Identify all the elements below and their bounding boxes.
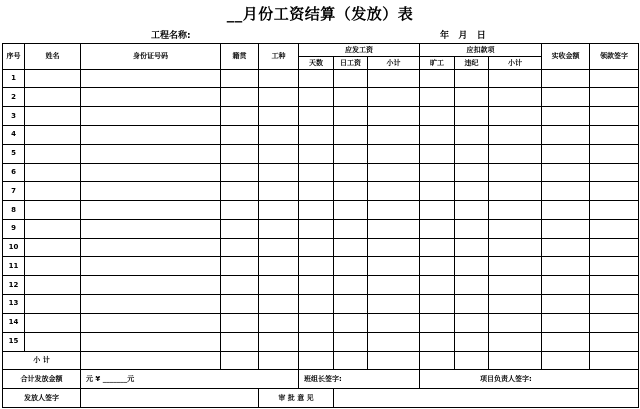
table-cell[interactable] bbox=[299, 276, 334, 295]
total-amount-label: 合计发放金额 bbox=[3, 370, 81, 389]
table-cell[interactable] bbox=[299, 88, 334, 107]
table-cell[interactable] bbox=[334, 332, 368, 351]
table-cell[interactable] bbox=[221, 201, 259, 220]
table-cell[interactable] bbox=[334, 182, 368, 201]
table-row bbox=[3, 69, 639, 88]
table-cell[interactable] bbox=[455, 126, 489, 145]
table-cell[interactable] bbox=[368, 144, 420, 163]
table-cell[interactable] bbox=[542, 257, 590, 276]
table-row bbox=[3, 88, 639, 107]
table-cell[interactable] bbox=[489, 351, 542, 370]
table-cell[interactable] bbox=[334, 276, 368, 295]
table-cell[interactable] bbox=[221, 219, 259, 238]
table-cell[interactable] bbox=[455, 219, 489, 238]
table-cell[interactable] bbox=[25, 332, 81, 351]
table-cell[interactable] bbox=[489, 88, 542, 107]
table-cell[interactable] bbox=[368, 313, 420, 332]
table-cell[interactable] bbox=[489, 69, 542, 88]
review-opinion-field[interactable] bbox=[334, 389, 639, 408]
table-cell[interactable] bbox=[420, 144, 455, 163]
row-number: 4 bbox=[3, 126, 25, 145]
table-row bbox=[3, 107, 639, 126]
table-cell[interactable] bbox=[259, 182, 299, 201]
table-cell[interactable] bbox=[221, 351, 259, 370]
table-cell[interactable] bbox=[542, 107, 590, 126]
table-cell[interactable] bbox=[542, 88, 590, 107]
table-cell[interactable] bbox=[25, 313, 81, 332]
table-cell[interactable] bbox=[81, 238, 221, 257]
row-number: 8 bbox=[3, 201, 25, 220]
table-cell[interactable] bbox=[299, 351, 334, 370]
header-seq: 序号 bbox=[3, 44, 25, 70]
table-cell[interactable] bbox=[590, 88, 639, 107]
table-cell[interactable] bbox=[81, 332, 221, 351]
table-cell[interactable] bbox=[299, 332, 334, 351]
header-daily-wage: 日工资 bbox=[334, 57, 368, 69]
table-cell[interactable] bbox=[542, 69, 590, 88]
table-row bbox=[3, 126, 639, 145]
table-cell[interactable] bbox=[420, 295, 455, 314]
table-cell[interactable] bbox=[334, 295, 368, 314]
table-cell[interactable] bbox=[334, 88, 368, 107]
table-cell[interactable] bbox=[455, 144, 489, 163]
table-cell[interactable] bbox=[489, 201, 542, 220]
table-cell[interactable] bbox=[259, 276, 299, 295]
header-violation: 违纪 bbox=[455, 57, 489, 69]
table-cell[interactable] bbox=[590, 107, 639, 126]
table-cell[interactable] bbox=[259, 257, 299, 276]
table-cell[interactable] bbox=[334, 107, 368, 126]
total-row bbox=[3, 370, 639, 389]
table-cell[interactable] bbox=[420, 107, 455, 126]
table-cell[interactable] bbox=[259, 163, 299, 182]
table-cell[interactable] bbox=[455, 201, 489, 220]
table-cell[interactable] bbox=[590, 313, 639, 332]
row-number: 10 bbox=[3, 238, 25, 257]
header-deduction-subtotal: 小计 bbox=[489, 57, 542, 69]
table-cell[interactable] bbox=[590, 144, 639, 163]
table-cell[interactable] bbox=[489, 295, 542, 314]
table-cell[interactable] bbox=[334, 163, 368, 182]
header-id-number: 身份证号码 bbox=[81, 44, 221, 70]
data-rows bbox=[3, 69, 639, 351]
table-cell[interactable] bbox=[259, 107, 299, 126]
table-cell[interactable] bbox=[221, 69, 259, 88]
table-cell[interactable] bbox=[259, 238, 299, 257]
table-cell[interactable] bbox=[81, 107, 221, 126]
table-cell[interactable] bbox=[259, 332, 299, 351]
header-job-type: 工种 bbox=[259, 44, 299, 70]
table-cell[interactable] bbox=[299, 313, 334, 332]
table-cell[interactable] bbox=[299, 144, 334, 163]
table-cell[interactable] bbox=[542, 351, 590, 370]
table-cell[interactable] bbox=[299, 182, 334, 201]
table-cell[interactable] bbox=[368, 163, 420, 182]
table-row bbox=[3, 201, 639, 220]
table-cell[interactable] bbox=[334, 144, 368, 163]
table-cell[interactable] bbox=[420, 276, 455, 295]
header-name: 姓名 bbox=[25, 44, 81, 70]
table-cell[interactable] bbox=[489, 238, 542, 257]
table-cell[interactable] bbox=[259, 201, 299, 220]
table-cell[interactable] bbox=[420, 163, 455, 182]
table-cell[interactable] bbox=[25, 144, 81, 163]
table-cell[interactable] bbox=[368, 107, 420, 126]
table-cell[interactable] bbox=[299, 126, 334, 145]
table-cell[interactable] bbox=[299, 69, 334, 88]
table-cell[interactable] bbox=[489, 107, 542, 126]
table-cell[interactable] bbox=[25, 88, 81, 107]
table-cell[interactable] bbox=[420, 69, 455, 88]
table-cell[interactable] bbox=[368, 332, 420, 351]
table-cell[interactable] bbox=[334, 257, 368, 276]
table-cell[interactable] bbox=[420, 257, 455, 276]
table-cell[interactable] bbox=[334, 126, 368, 145]
table-cell[interactable] bbox=[455, 257, 489, 276]
table-cell[interactable] bbox=[81, 351, 221, 370]
table-cell[interactable] bbox=[25, 69, 81, 88]
table-cell[interactable] bbox=[542, 163, 590, 182]
table-cell[interactable] bbox=[590, 182, 639, 201]
date-label: 年 月 日 bbox=[440, 31, 486, 41]
review-opinion-label: 审 批 意 见 bbox=[259, 389, 334, 408]
payer-signature-field[interactable] bbox=[81, 389, 259, 408]
table-cell[interactable] bbox=[259, 351, 299, 370]
row-number: 14 bbox=[3, 313, 25, 332]
table-cell[interactable] bbox=[25, 107, 81, 126]
header-origin: 籍贯 bbox=[221, 44, 259, 70]
table-cell[interactable] bbox=[542, 238, 590, 257]
table-cell[interactable] bbox=[542, 182, 590, 201]
row-number: 1 bbox=[3, 69, 25, 88]
table-cell[interactable] bbox=[25, 182, 81, 201]
table-row bbox=[3, 182, 639, 201]
table-cell[interactable] bbox=[590, 332, 639, 351]
payer-signature-label: 发放人签字 bbox=[3, 389, 81, 408]
table-cell[interactable] bbox=[420, 126, 455, 145]
table-cell[interactable] bbox=[299, 219, 334, 238]
table-cell[interactable] bbox=[221, 276, 259, 295]
row-number: 12 bbox=[3, 276, 25, 295]
table-cell[interactable] bbox=[221, 126, 259, 145]
table-row bbox=[3, 276, 639, 295]
table-row bbox=[3, 313, 639, 332]
table-cell[interactable] bbox=[368, 126, 420, 145]
table-cell[interactable] bbox=[25, 276, 81, 295]
table-cell[interactable] bbox=[455, 313, 489, 332]
table-cell[interactable] bbox=[489, 332, 542, 351]
table-cell[interactable] bbox=[81, 144, 221, 163]
table-cell[interactable] bbox=[25, 163, 81, 182]
table-row bbox=[3, 332, 639, 351]
table-cell[interactable] bbox=[368, 201, 420, 220]
table-cell[interactable] bbox=[259, 219, 299, 238]
project-lead-signature-field[interactable]: 项目负责人签字: bbox=[420, 370, 639, 389]
table-cell[interactable] bbox=[259, 126, 299, 145]
table-cell[interactable] bbox=[81, 219, 221, 238]
table-cell[interactable] bbox=[221, 107, 259, 126]
row-number: 3 bbox=[3, 107, 25, 126]
table-cell[interactable] bbox=[489, 126, 542, 145]
table-cell[interactable] bbox=[81, 201, 221, 220]
table-cell[interactable] bbox=[542, 313, 590, 332]
table-cell[interactable] bbox=[590, 69, 639, 88]
table-cell[interactable] bbox=[420, 332, 455, 351]
team-leader-signature-field[interactable]: 班组长签字: bbox=[299, 370, 420, 389]
table-cell[interactable] bbox=[542, 126, 590, 145]
table-cell[interactable] bbox=[489, 144, 542, 163]
subtotal-row bbox=[3, 351, 639, 370]
table-cell[interactable] bbox=[489, 257, 542, 276]
table-row bbox=[3, 257, 639, 276]
total-amount-field[interactable]: 元 ¥ _______元 bbox=[81, 370, 299, 389]
table-cell[interactable] bbox=[221, 88, 259, 107]
table-cell[interactable] bbox=[259, 144, 299, 163]
table-cell[interactable] bbox=[489, 313, 542, 332]
table-cell[interactable] bbox=[420, 182, 455, 201]
table-cell[interactable] bbox=[81, 126, 221, 145]
table-row bbox=[3, 144, 639, 163]
table-cell[interactable] bbox=[25, 219, 81, 238]
table-cell[interactable] bbox=[25, 295, 81, 314]
table-cell[interactable] bbox=[25, 126, 81, 145]
table-cell[interactable] bbox=[25, 201, 81, 220]
table-cell[interactable] bbox=[221, 238, 259, 257]
table-cell[interactable] bbox=[590, 219, 639, 238]
header-actual-amount: 实收金额 bbox=[542, 44, 590, 70]
table-cell[interactable] bbox=[590, 295, 639, 314]
table-cell[interactable] bbox=[334, 201, 368, 220]
table-cell[interactable] bbox=[420, 238, 455, 257]
table-cell[interactable] bbox=[81, 182, 221, 201]
row-number: 15 bbox=[3, 332, 25, 351]
table-cell[interactable] bbox=[299, 238, 334, 257]
table-cell[interactable] bbox=[455, 351, 489, 370]
table-cell[interactable] bbox=[334, 351, 368, 370]
table-cell[interactable] bbox=[455, 295, 489, 314]
header-wage-subtotal: 小计 bbox=[368, 57, 420, 69]
table-cell[interactable] bbox=[259, 295, 299, 314]
subtotal-label: 小 计 bbox=[3, 351, 81, 370]
table-cell[interactable] bbox=[420, 313, 455, 332]
table-cell[interactable] bbox=[455, 88, 489, 107]
table-cell[interactable] bbox=[455, 107, 489, 126]
table-cell[interactable] bbox=[420, 351, 455, 370]
row-number: 5 bbox=[3, 144, 25, 163]
header-recipient-signature: 领款签字 bbox=[590, 44, 639, 70]
table-cell[interactable] bbox=[368, 219, 420, 238]
table-cell[interactable] bbox=[368, 88, 420, 107]
table-cell[interactable] bbox=[368, 295, 420, 314]
row-number: 13 bbox=[3, 295, 25, 314]
header-wage-group: 应发工资 bbox=[299, 44, 420, 57]
table-cell[interactable] bbox=[590, 238, 639, 257]
table-cell[interactable] bbox=[334, 238, 368, 257]
header-absence: 旷工 bbox=[420, 57, 455, 69]
table-cell[interactable] bbox=[221, 163, 259, 182]
table-cell[interactable] bbox=[590, 201, 639, 220]
table-cell[interactable] bbox=[489, 182, 542, 201]
table-cell[interactable] bbox=[368, 69, 420, 88]
table-cell[interactable] bbox=[299, 295, 334, 314]
table-cell[interactable] bbox=[420, 201, 455, 220]
table-row bbox=[3, 219, 639, 238]
table-row bbox=[3, 163, 639, 182]
table-cell[interactable] bbox=[334, 69, 368, 88]
table-cell[interactable] bbox=[420, 88, 455, 107]
table-cell[interactable] bbox=[221, 182, 259, 201]
table-cell[interactable] bbox=[81, 257, 221, 276]
table-cell[interactable] bbox=[542, 219, 590, 238]
table-row bbox=[3, 238, 639, 257]
table-cell[interactable] bbox=[25, 238, 81, 257]
table-cell[interactable] bbox=[489, 276, 542, 295]
payer-row bbox=[3, 389, 639, 408]
table-cell[interactable] bbox=[81, 276, 221, 295]
table-cell[interactable] bbox=[590, 257, 639, 276]
header-deduction-group: 应扣款项 bbox=[420, 44, 542, 57]
table-cell[interactable] bbox=[368, 351, 420, 370]
table-cell[interactable] bbox=[221, 144, 259, 163]
table-cell[interactable] bbox=[334, 219, 368, 238]
table-cell[interactable] bbox=[455, 332, 489, 351]
header-days: 天数 bbox=[299, 57, 334, 69]
table-cell[interactable] bbox=[81, 313, 221, 332]
table-cell[interactable] bbox=[542, 295, 590, 314]
table-cell[interactable] bbox=[455, 276, 489, 295]
table-cell[interactable] bbox=[420, 219, 455, 238]
table-row bbox=[3, 295, 639, 314]
table-cell[interactable] bbox=[542, 276, 590, 295]
table-cell[interactable] bbox=[221, 332, 259, 351]
table-cell[interactable] bbox=[299, 201, 334, 220]
table-cell[interactable] bbox=[455, 182, 489, 201]
table-cell[interactable] bbox=[590, 276, 639, 295]
table-cell[interactable] bbox=[259, 313, 299, 332]
table-cell[interactable] bbox=[81, 295, 221, 314]
table-cell[interactable] bbox=[299, 107, 334, 126]
table-cell[interactable] bbox=[590, 351, 639, 370]
table-cell[interactable] bbox=[259, 69, 299, 88]
row-number: 6 bbox=[3, 163, 25, 182]
table-cell[interactable] bbox=[221, 313, 259, 332]
table-cell[interactable] bbox=[221, 257, 259, 276]
table-cell[interactable] bbox=[368, 276, 420, 295]
wage-settlement-table bbox=[2, 43, 639, 408]
table-cell[interactable] bbox=[455, 238, 489, 257]
table-cell[interactable] bbox=[25, 257, 81, 276]
table-cell[interactable] bbox=[542, 201, 590, 220]
table-cell[interactable] bbox=[81, 163, 221, 182]
header-row-1 bbox=[3, 44, 639, 57]
table-cell[interactable] bbox=[221, 295, 259, 314]
table-cell[interactable] bbox=[334, 313, 368, 332]
table-cell[interactable] bbox=[489, 163, 542, 182]
table-cell[interactable] bbox=[455, 69, 489, 88]
table-cell[interactable] bbox=[299, 257, 334, 276]
page-title: __月份工资结算（发放）表 bbox=[226, 5, 414, 23]
table-cell[interactable] bbox=[299, 163, 334, 182]
row-number: 7 bbox=[3, 182, 25, 201]
table-cell[interactable] bbox=[455, 163, 489, 182]
table-cell[interactable] bbox=[81, 88, 221, 107]
table-cell[interactable] bbox=[368, 182, 420, 201]
table-cell[interactable] bbox=[81, 69, 221, 88]
project-name-label: 工程名称: bbox=[151, 31, 191, 41]
table-cell[interactable] bbox=[542, 144, 590, 163]
table-cell[interactable] bbox=[368, 238, 420, 257]
table-cell[interactable] bbox=[590, 163, 639, 182]
table-cell[interactable] bbox=[259, 88, 299, 107]
table-cell[interactable] bbox=[542, 332, 590, 351]
row-number: 2 bbox=[3, 88, 25, 107]
row-number: 9 bbox=[3, 219, 25, 238]
table-cell[interactable] bbox=[368, 257, 420, 276]
table-cell[interactable] bbox=[590, 126, 639, 145]
row-number: 11 bbox=[3, 257, 25, 276]
table-cell[interactable] bbox=[489, 219, 542, 238]
